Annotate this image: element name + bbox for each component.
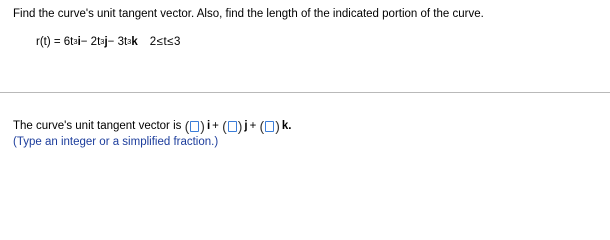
k-component-input[interactable]	[265, 121, 274, 132]
answer-unit-i: i	[206, 120, 211, 132]
curve-equation	[36, 36, 181, 48]
open-paren-1: (	[184, 118, 190, 134]
plus-1: +	[212, 120, 219, 132]
exponent-3: 3	[127, 37, 132, 46]
unit-i: i	[77, 36, 81, 48]
open-paren-2: (	[222, 118, 227, 134]
answer-unit-j: j	[244, 120, 248, 132]
exponent-2: 3	[100, 37, 105, 46]
input-hint: (Type an integer or a simplified fraction.)	[13, 136, 219, 148]
close-paren-1: )	[200, 118, 205, 134]
equation-lhs: r(t) = 6t	[36, 36, 74, 48]
i-component-input[interactable]	[190, 121, 199, 132]
equation-mid-2: − 3t	[107, 36, 128, 48]
equation-mid-1: − 2t	[80, 36, 101, 48]
close-paren-2: )	[237, 118, 243, 134]
exponent-1: 3	[73, 37, 78, 46]
plus-2: +	[249, 120, 257, 132]
answer-line	[13, 119, 293, 133]
answer-unit-k: k.	[281, 120, 292, 132]
section-divider	[0, 92, 610, 93]
open-paren-3: (	[259, 118, 265, 134]
problem-statement: Find the curve's unit tangent vector. Also, find the length of the indicated portion of the curve.	[13, 8, 484, 20]
answer-prompt: The curve's unit tangent vector is	[13, 120, 182, 132]
parameter-interval: 2≤t≤3	[149, 36, 181, 48]
unit-j: j	[104, 36, 108, 48]
unit-k: k	[131, 36, 138, 48]
j-component-input[interactable]	[228, 121, 237, 132]
close-paren-3: )	[275, 118, 280, 134]
